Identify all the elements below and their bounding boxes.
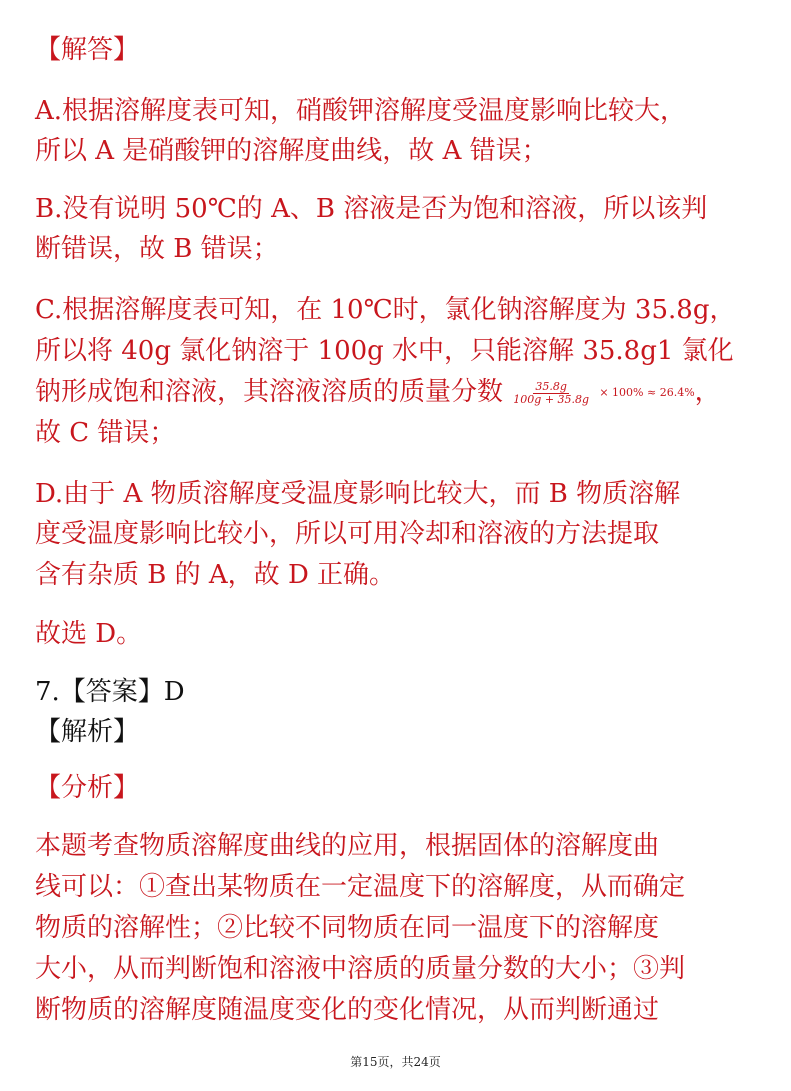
option-b-line1: B.没有说明 50℃的 A、B 溶液是否为饱和溶液，所以该判	[35, 194, 708, 224]
mass-fraction-formula	[511, 381, 591, 406]
option-d-line2: 度受温度影响比较小，所以可用冷却和溶液的方法提取	[35, 519, 660, 549]
analysis-line5: 断物质的溶解度随温度变化的变化情况，从而判断通过	[35, 995, 660, 1025]
option-d-line1: D.由于 A 物质溶解度受温度影响比较大，而 B 物质溶解	[35, 479, 681, 509]
option-c-line3-end: ，	[694, 377, 721, 407]
option-c-line4: 故 C 错误；	[35, 418, 176, 448]
option-c-line3-text: 钠形成饱和溶液，其溶液溶质的质量分数	[35, 377, 504, 407]
option-c-line2: 所以将 40g 氯化钠溶于 100g 水中，只能溶解 35.8g1 氯化	[35, 336, 734, 366]
option-a-line1: A.根据溶解度表可知，硝酸钾溶解度受温度影响比较大，	[35, 96, 687, 126]
fraction-numerator: 35.8g	[535, 379, 567, 393]
analysis-line1: 本题考查物质溶解度曲线的应用，根据固体的溶解度曲	[35, 831, 660, 861]
option-a-line2: 所以 A 是硝酸钾的溶解度曲线，故 A 错误；	[35, 136, 548, 166]
analysis-line2: 线可以：①查出某物质在一定温度下的溶解度，从而确定	[35, 872, 686, 902]
q7-answer: 7.【答案】D	[35, 677, 185, 707]
option-c-line1: C.根据溶解度表可知，在 10℃时，氯化钠溶解度为 35.8g，	[35, 295, 736, 325]
jiexi-header: 【解析】	[35, 717, 140, 747]
fraction-denominator: 100g + 35.8g	[513, 392, 590, 406]
analysis-line3: 物质的溶解性；②比较不同物质在同一温度下的溶解度	[35, 913, 660, 943]
page-footer: 第15页，共24页	[350, 1055, 441, 1069]
choose-line: 故选 D。	[35, 619, 143, 649]
option-c-line3	[35, 372, 721, 412]
analysis-line4: 大小，从而判断饱和溶液中溶质的质量分数的大小；③判	[35, 954, 686, 984]
fenxi-header: 【分析】	[35, 773, 140, 803]
formula-rest: × 100% ≈ 26.4%	[599, 386, 695, 399]
jieda-header: 【解答】	[35, 35, 140, 65]
option-d-line3: 含有杂质 B 的 A，故 D 正确。	[35, 560, 396, 590]
option-b-line2: 断错误，故 B 错误；	[35, 234, 279, 264]
